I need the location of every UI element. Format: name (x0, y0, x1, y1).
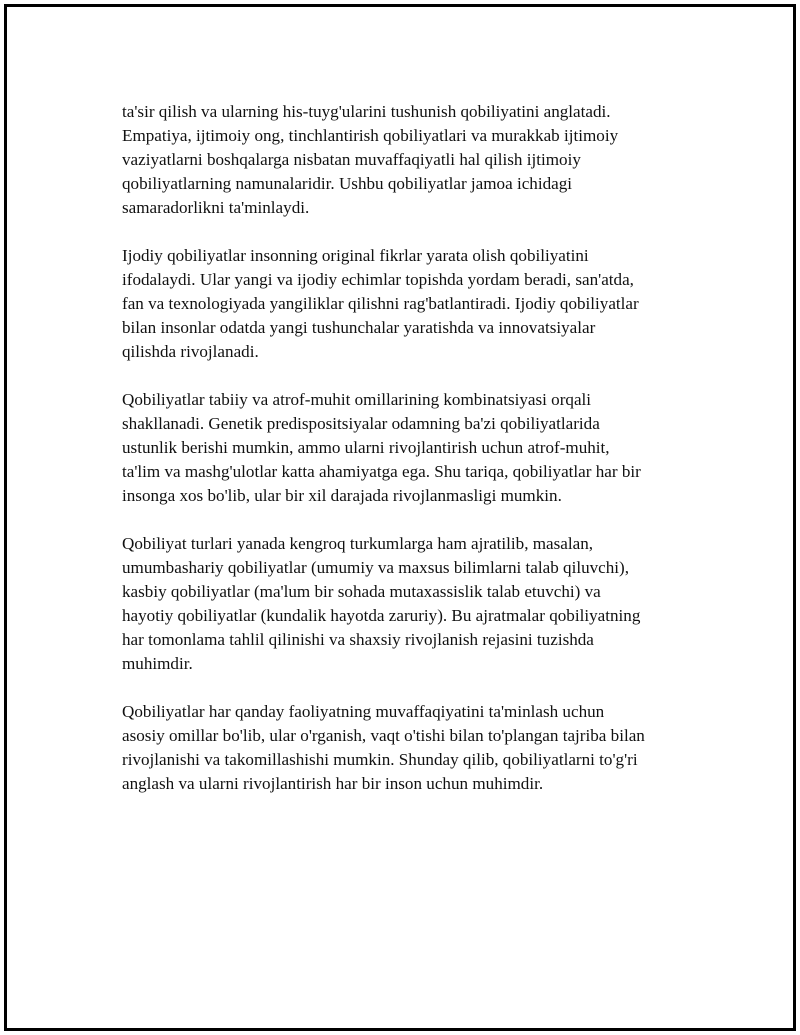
text-line: kasbiy qobiliyatlar (ma'lum bir sohada mutaxassislik talab etuvchi) va (122, 582, 601, 601)
text-line: har tomonlama tahlil qilinishi va shaxsiy rivojlanish rejasini tuzishda (122, 630, 594, 649)
page-frame (4, 4, 796, 1031)
text-line: insonga xos bo'lib, ular bir xil darajada rivojlanmasligi mumkin. (122, 486, 562, 505)
text-line: ustunlik berishi mumkin, ammo ularni rivojlantirish uchun atrof-muhit, (122, 438, 610, 457)
text-line: rivojlanishi va takomillashishi mumkin. Shunday qilib, qobiliyatlarni to'g'ri (122, 750, 638, 769)
text-line: Qobiliyatlar har qanday faoliyatning muvaffaqiyatini ta'minlash uchun (122, 702, 605, 721)
text-line: fan va texnologiyada yangiliklar qilishni rag'batlantiradi. Ijodiy qobiliyatlar (122, 294, 639, 313)
document-body (122, 100, 712, 820)
text-line: umumbashariy qobiliyatlar (umumiy va maxsus bilimlarni talab qiluvchi), (122, 558, 630, 577)
text-line: ifodalaydi. Ular yangi va ijodiy echimlar topishda yordam beradi, san'atda, (122, 270, 634, 289)
text-line: Qobiliyat turlari yanada kengroq turkumlarga ham ajratilib, masalan, (122, 534, 594, 553)
paragraph (122, 532, 712, 676)
text-line: asosiy omillar bo'lib, ular o'rganish, vaqt o'tishi bilan to'plangan tajriba bilan (122, 726, 645, 745)
text-line: bilan insonlar odatda yangi tushunchalar yaratishda va innovatsiyalar (122, 318, 596, 337)
text-line: qilishda rivojlanadi. (122, 342, 259, 361)
paragraph (122, 100, 712, 220)
paragraph (122, 388, 712, 508)
text-line: hayotiy qobiliyatlar (kundalik hayotda zaruriy). Bu ajratmalar qobiliyatning (122, 606, 641, 625)
text-line: samaradorlikni ta'minlaydi. (122, 198, 310, 217)
text-line: Qobiliyatlar tabiiy va atrof-muhit omillarining kombinatsiyasi orqali (122, 390, 592, 409)
paragraph (122, 700, 712, 796)
paragraph (122, 244, 712, 364)
text-line: shakllanadi. Genetik predispositsiyalar odamning ba'zi qobiliyatlarida (122, 414, 600, 433)
text-line: Ijodiy qobiliyatlar insonning original fikrlar yarata olish qobiliyatini (122, 246, 589, 265)
text-line: vaziyatlarni boshqalarga nisbatan muvaffaqiyatli hal qilish ijtimoiy (122, 150, 581, 169)
text-line: ta'sir qilish va ularning his-tuyg'ularini tushunish qobiliyatini anglatadi. (122, 102, 611, 121)
text-line: muhimdir. (122, 654, 193, 673)
text-line: ta'lim va mashg'ulotlar katta ahamiyatga ega. Shu tariqa, qobiliyatlar har bir (122, 462, 641, 481)
text-line: anglash va ularni rivojlantirish har bir inson uchun muhimdir. (122, 774, 544, 793)
text-line: Empatiya, ijtimoiy ong, tinchlantirish qobiliyatlari va murakkab ijtimoiy (122, 126, 619, 145)
text-line: qobiliyatlarning namunalaridir. Ushbu qobiliyatlar jamoa ichidagi (122, 174, 573, 193)
